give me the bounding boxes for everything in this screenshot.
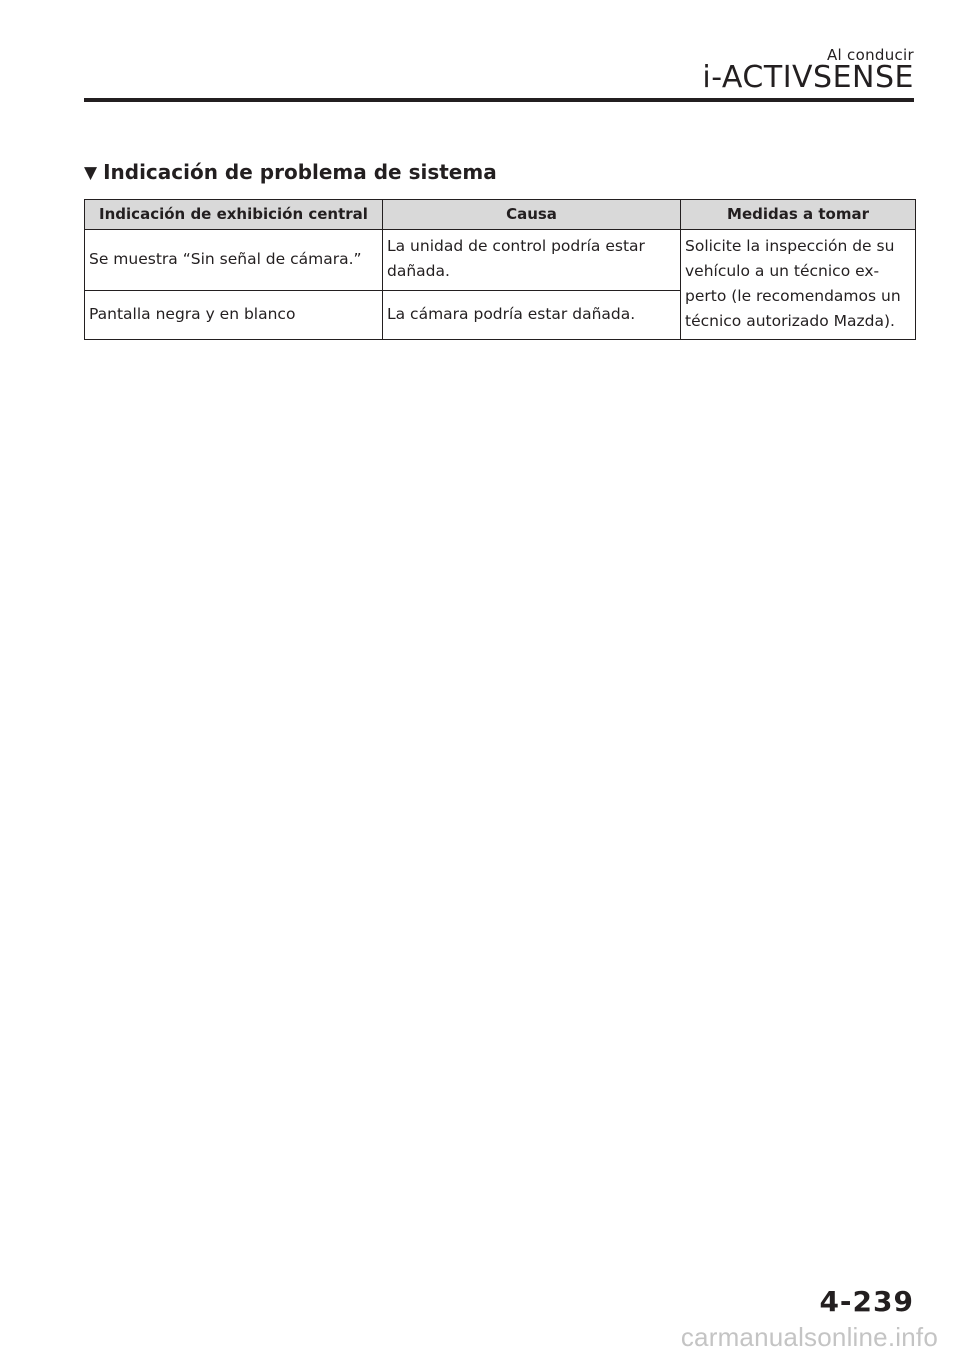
watermark: carmanualsonline.info [680, 1322, 938, 1352]
column-header-action: Medidas a tomar [681, 200, 916, 230]
section-label: i-ACTIVSENSE [702, 60, 914, 95]
section-heading [84, 158, 497, 187]
column-header-indication: Indicación de exhibición central [85, 200, 383, 230]
cause-cell: La cámara podría estar dañada. [383, 291, 681, 340]
triangle-down-icon: ▼ [84, 163, 98, 183]
indication-cell: Pantalla negra y en blanco [85, 291, 383, 340]
chapter-label: Al conducir [826, 46, 914, 64]
table-header-row [85, 200, 916, 230]
section-heading-text: Indicación de problema de sistema [103, 160, 497, 184]
table-row [85, 230, 916, 291]
action-cell: Solicite la inspección de su vehículo a un técnico ex-perto (le recomendamos un técnico autorizado Mazda). [681, 230, 916, 340]
indication-cell: Se muestra “Sin señal de cámara.” [85, 230, 383, 291]
column-header-cause: Causa [383, 200, 681, 230]
cause-cell: La unidad de control podría estar dañada. [383, 230, 681, 291]
header-rule [84, 98, 914, 102]
problem-table [84, 199, 916, 340]
page-number: 4-239 [819, 1285, 914, 1318]
